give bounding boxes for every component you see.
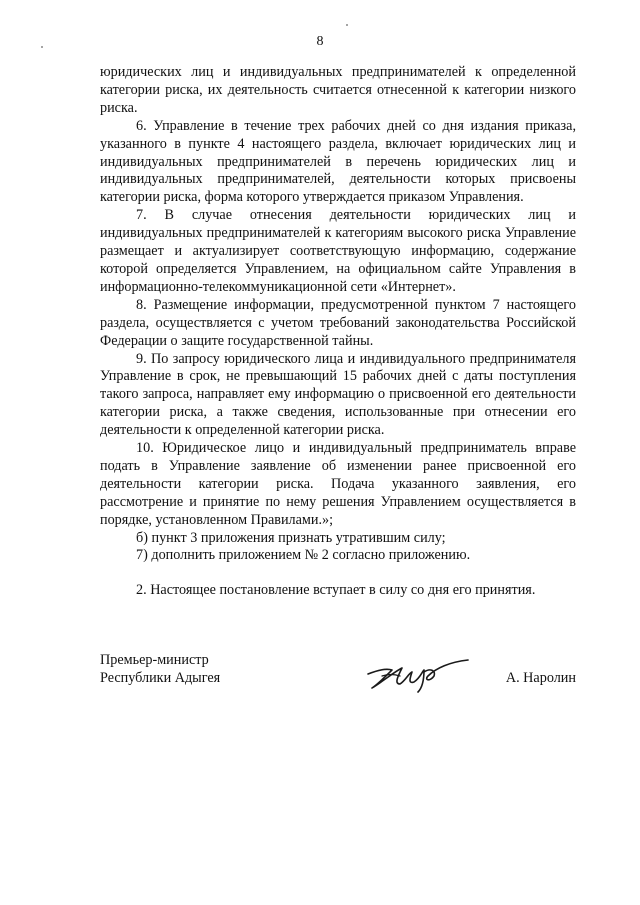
document-body xyxy=(100,64,576,600)
paragraph: 7. В случае отнесения деятельности юридических лиц и индивидуальных предпринимателей к категориям высокого риска Управление размещает и актуализирует соответствующую информацию, содержание которой определяется Управлением, на официальном сайте Управления в информационно-телекоммуникационной сети «Интернет». xyxy=(100,207,576,295)
paragraph: б) пункт 3 приложения признать утратившим силу; xyxy=(136,529,446,546)
paragraph: юридических лиц и индивидуальных предпринимателей к определенной категории риска, их деятельность считается отнесенной к категории низкого риска. xyxy=(100,64,576,116)
paragraph: 7) дополнить приложением № 2 согласно приложению. xyxy=(136,547,471,564)
spacer xyxy=(100,565,576,582)
paragraph: 10. Юридическое лицо и индивидуальный предприниматель вправе подать в Управление заявление об изменении ранее присвоенной его деятельности категории риска. Подача указанного заявления, его рассмотрение и принятие по нему решения Управлением осуществляется в порядке, установленном Правилами.»; xyxy=(100,440,576,528)
signatory-name: А. Наролин xyxy=(505,670,576,686)
page-number: 8 xyxy=(316,34,324,49)
scan-speck xyxy=(346,24,348,26)
handwritten-signature xyxy=(364,654,476,694)
signatory-position xyxy=(100,651,220,687)
paragraph: 6. Управление в течение трех рабочих дней со дня издания приказа, указанного в пункте 4 настоящего раздела, включает юридических лиц и индивидуальных предпринимателей в перечень юридических лиц и индивидуальных предпринимателей, деятельности которых присвоены категории риска, форма которого утверждается приказом Управления. xyxy=(100,117,576,206)
final-paragraph: 2. Настоящее постановление вступает в силу со дня его принятия. xyxy=(136,582,536,599)
signatory-position-line: Премьер-министр xyxy=(100,652,209,668)
paragraph: 8. Размещение информации, предусмотренной пунктом 7 настоящего раздела, осуществляется с учетом требований законодательства Российской Федерации о защите государственной тайны. xyxy=(100,296,576,349)
paragraph: 9. По запросу юридического лица и индивидуального предпринимателя Управление в срок, не превышающий 15 рабочих дней с даты поступления такого запроса, направляет ему информацию о присвоенной его деятельности категории риска, а также сведения, использованные при отнесении его деятельности к определенной категории риска. xyxy=(100,350,576,439)
signatory-position-line: Республики Адыгея xyxy=(100,670,221,686)
